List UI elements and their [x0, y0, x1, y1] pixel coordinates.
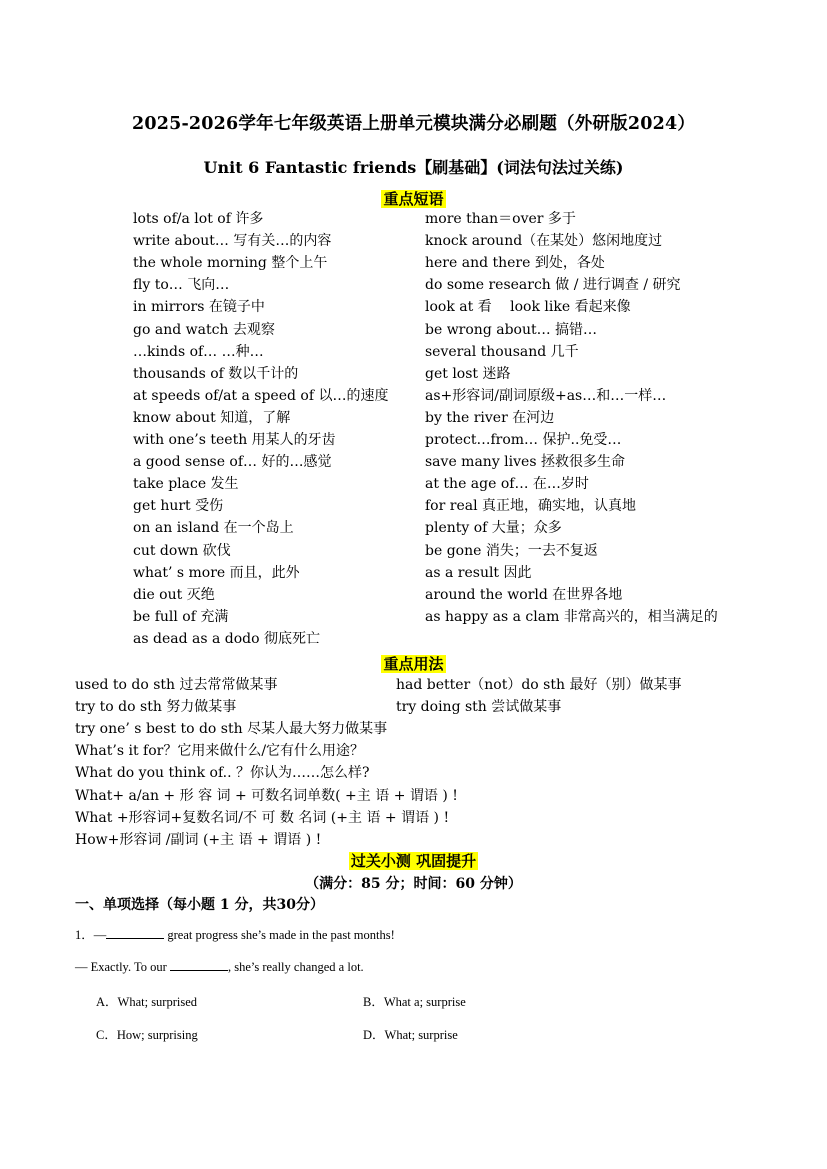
option-d[interactable]: D．What; surprise — [363, 1028, 458, 1042]
question-1-reply — [75, 958, 364, 975]
answer-blank[interactable] — [106, 926, 164, 939]
phrase-right: knock around（在某处）悠闲地度过 — [425, 233, 663, 250]
phrase-right: as+形容词/副词原级+as…和…一样… — [425, 387, 667, 404]
usage-heading-label: 重点用法 — [383, 655, 444, 673]
phrases-heading-label: 重点短语 — [383, 190, 444, 208]
phrase-right: be wrong about… 搞错… — [425, 321, 598, 338]
phrase-right: protect…from… 保护..免受… — [425, 432, 622, 448]
quiz-heading-label: 过关小测 巩固提升 — [350, 852, 477, 870]
phrase-left: the whole morning 整个上午 — [133, 255, 328, 272]
phrase-left: go and watch 去观察 — [133, 321, 275, 338]
phrase-left: thousands of 数以千计的 — [133, 365, 299, 382]
phrase-right: by the river 在河边 — [425, 409, 555, 426]
phrase-right: get lost 迷路 — [425, 365, 511, 382]
usage-heading — [0, 653, 827, 674]
phrase-right: plenty of 大量；众多 — [425, 520, 562, 537]
phrase-left: write about… 写有关…的内容 — [133, 233, 332, 250]
phrase-left: what’ s more 而且，此外 — [133, 564, 300, 581]
phrase-right: save many lives 拯救很多生命 — [425, 454, 625, 471]
phrase-left: be full of 充满 — [133, 608, 229, 625]
document-subtitle: Unit 6 Fantastic friends【刷基础】(词法句法过关练) — [203, 158, 624, 177]
phrase-right: for real 真正地，确实地，认真地 — [425, 498, 637, 515]
phrase-right: be gone 消失；一去不复返 — [425, 542, 598, 559]
option-a[interactable]: A．What; surprised — [96, 995, 198, 1009]
phrase-left: with one’s teeth 用某人的牙齿 — [133, 432, 336, 448]
phrase-left: at speeds of/at a speed of 以…的速度 — [133, 387, 389, 404]
phrase-right: at the age of… 在…岁时 — [425, 476, 589, 493]
phrase-right: around the world 在世界各地 — [425, 586, 623, 603]
usage-left: What do you think of.. ？你认为……怎么样? — [75, 765, 370, 782]
phrase-left: cut down 砍伐 — [133, 542, 231, 559]
phrase-left: die out 灭绝 — [133, 586, 215, 603]
phrase-right: look at 看 look like 看起来像 — [425, 299, 631, 316]
usage-left: try one’ s best to do sth 尽某人最大努力做某事 — [75, 721, 388, 738]
phrase-left: …kinds of… …种… — [133, 343, 264, 360]
usage-right: had better（not）do sth 最好（别）做某事 — [396, 677, 682, 693]
phrase-left: lots of/a lot of 许多 — [133, 211, 264, 227]
phrase-left: as dead as a dodo 彻底死亡 — [133, 630, 320, 647]
question-number: 1．— — [75, 928, 107, 942]
phrase-right: as a result 因此 — [425, 564, 532, 581]
reply-text-end: , she’s really changed a lot. — [227, 960, 364, 974]
quiz-heading — [0, 850, 827, 871]
document-title: 2025-2026学年七年级英语上册单元模块满分必刷题（外研版2024） — [131, 114, 696, 134]
phrase-left: a good sense of… 好的…感觉 — [133, 454, 332, 471]
score-line: （满分：85 分；时间：60 分钟） — [305, 876, 522, 892]
usage-left: What+ a/an + 形 容 词 + 可数名词单数( +主 语 + 谓语 ) ! — [75, 787, 458, 804]
usage-left: What +形容词+复数名词/不 可 数 名词 (+主 语 + 谓语 ) ! — [75, 809, 450, 826]
phrase-left: know about 知道，了解 — [133, 409, 291, 426]
phrase-right: several thousand 几千 — [425, 343, 579, 360]
usage-left: used to do sth 过去常常做某事 — [75, 677, 278, 693]
answer-blank[interactable] — [170, 958, 228, 971]
option-b[interactable]: B．What a; surprise — [363, 995, 466, 1009]
phrase-left: get hurt 受伤 — [133, 498, 224, 515]
phrase-right: do some research 做 / 进行调查 / 研究 — [425, 277, 681, 294]
option-c[interactable]: C．How; surprising — [96, 1028, 198, 1042]
phrase-left: in mirrors 在镜子中 — [133, 299, 265, 316]
phrase-right: as happy as a clam 非常高兴的，相当满足的 — [425, 608, 718, 625]
usage-left: try to do sth 努力做某事 — [75, 699, 237, 716]
phrase-left: take place 发生 — [133, 476, 239, 493]
reply-text-start: — Exactly. To our — [75, 960, 170, 974]
question-text: great progress she’s made in the past months! — [164, 928, 395, 942]
phrases-heading — [0, 188, 827, 209]
usage-left: How+形容词 /副词 (+主 语 + 谓语 ) ! — [75, 831, 322, 848]
phrase-right: more than＝over 多于 — [425, 211, 576, 227]
usage-right: try doing sth 尝试做某事 — [396, 699, 562, 716]
phrase-right: here and there 到处，各处 — [425, 255, 605, 272]
phrase-left: fly to… 飞向… — [133, 277, 230, 294]
phrase-left: on an island 在一个岛上 — [133, 520, 294, 537]
part-heading: 一、单项选择（每小题 1 分，共30分） — [75, 897, 324, 913]
question-1 — [75, 925, 395, 943]
usage-left: What’s it for？它用来做什么/它有什么用途？ — [75, 743, 365, 760]
